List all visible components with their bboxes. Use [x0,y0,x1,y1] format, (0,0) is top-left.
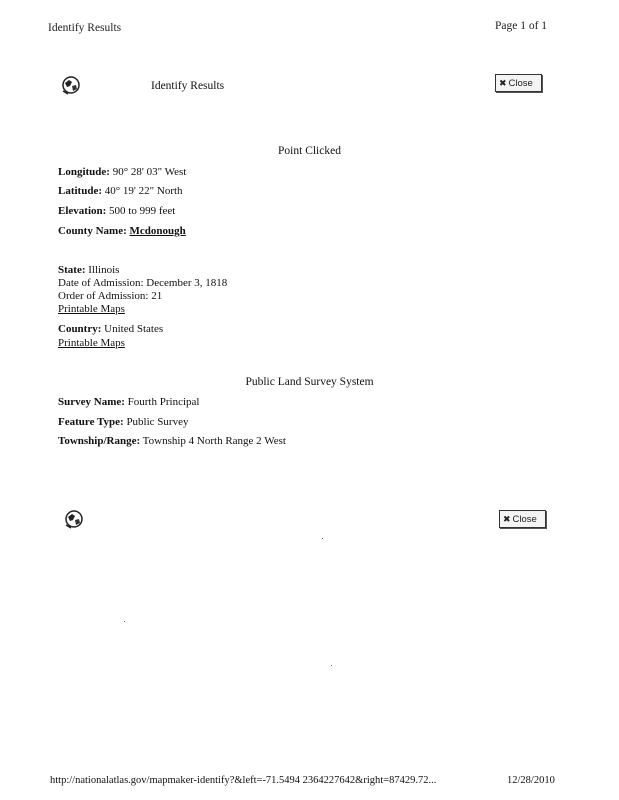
township-row [58,435,286,447]
latitude-row [58,185,183,197]
state-row [58,264,119,276]
feature-type-row [58,416,188,428]
longitude-value: 90° 28' 03" West [109,166,187,178]
point-clicked-heading: Point Clicked [278,145,341,157]
county-label: County Name: [58,225,127,237]
latitude-label: Latitude: [58,185,102,197]
survey-label: Survey Name: [58,396,125,408]
close-button-top[interactable] [495,74,542,92]
feature-type-value: Public Survey [123,416,189,428]
panel-title: Identify Results [151,80,225,92]
close-icon: ✖ [503,513,511,524]
elevation-value: 500 to 999 feet [106,205,176,217]
township-value: Township 4 North Range 2 West [140,435,286,447]
close-button-label: Close [508,77,533,89]
close-button-label: Close [512,513,537,525]
survey-value: Fourth Principal [124,396,200,408]
print-footer-date: 12/28/2010 [507,775,555,786]
admission-order: Order of Admission: 21 [58,290,163,302]
feature-type-label: Feature Type: [58,416,124,428]
print-header-page: Page 1 of 1 [495,20,548,32]
country-label: Country: [58,323,102,335]
print-footer-url: http://nationalatlas.gov/mapmaker-identify?&left=-71.5494 2364227642&right=87429.72... [50,775,437,786]
scan-speck [322,538,323,539]
globe-logo-icon-bottom [63,508,85,530]
latitude-value: 40° 19' 22" North [102,185,183,197]
admission-date: Date of Admission: December 3, 1818 [58,277,228,289]
close-icon: ✖ [499,77,507,88]
country-printable-maps-link[interactable]: Printable Maps [58,337,125,349]
elevation-row [58,205,175,217]
country-row [58,323,163,335]
scan-speck [331,665,332,666]
plss-heading: Public Land Survey System [245,376,374,388]
longitude-row [58,166,186,178]
state-label: State: [58,264,86,276]
county-row [58,225,186,237]
longitude-label: Longitude: [58,166,110,178]
township-label: Township/Range: [58,435,141,447]
survey-row [58,396,199,408]
scan-speck [124,621,125,622]
globe-logo-icon [60,74,82,96]
elevation-label: Elevation: [58,205,107,217]
close-button-bottom[interactable] [499,510,546,528]
print-header-title: Identify Results [48,22,122,34]
state-value: Illinois [85,264,120,276]
country-value: United States [101,323,164,335]
county-link[interactable]: Mcdonough [129,225,186,237]
state-printable-maps-link[interactable]: Printable Maps [58,303,125,315]
